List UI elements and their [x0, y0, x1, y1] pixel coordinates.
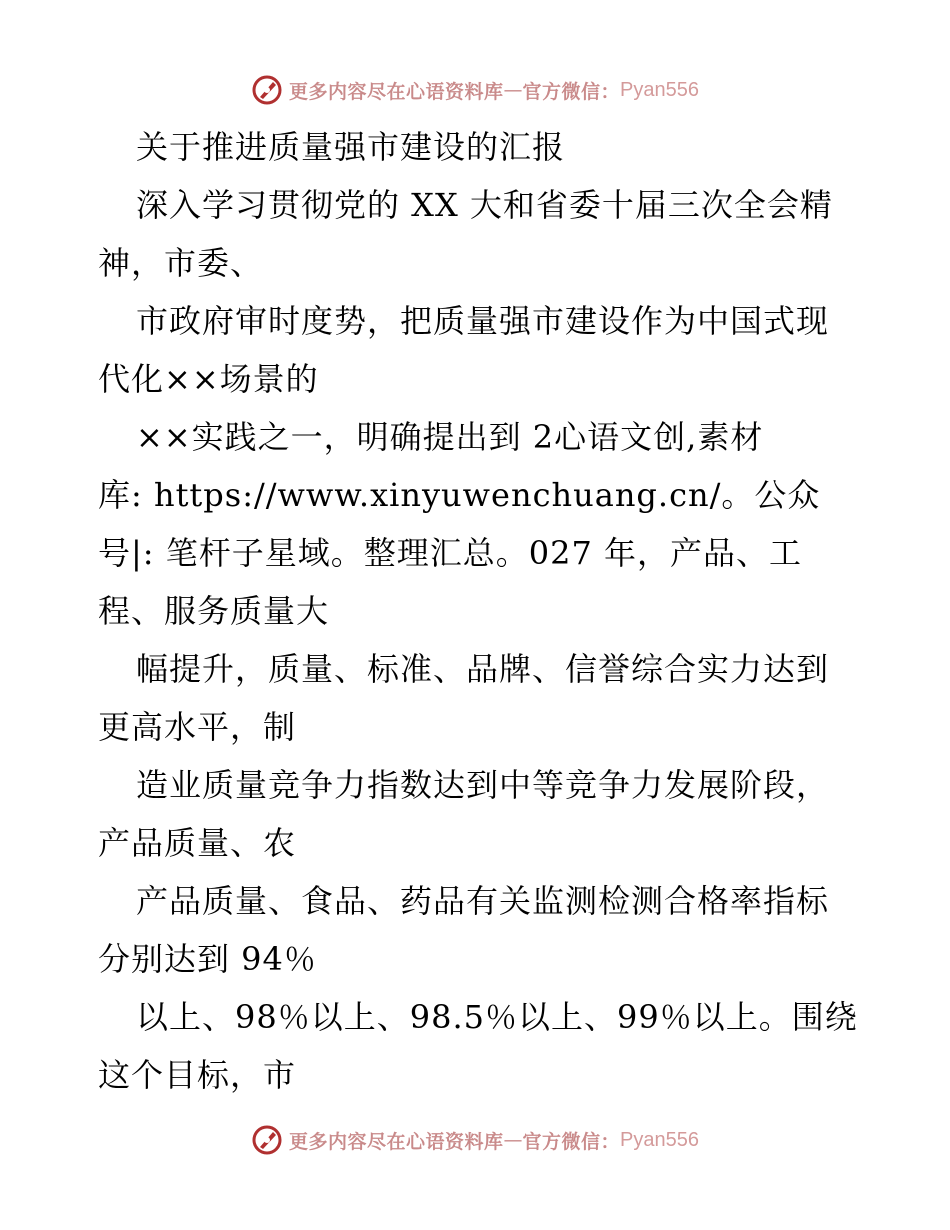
banner-wechat-id: Pyan556 — [620, 1128, 699, 1151]
text-line: 深入学习贯彻党的 XX 大和省委十届三次全会精 — [136, 186, 833, 224]
banner-label: 官方微信： — [522, 80, 621, 103]
text-line: 更高水平，制 — [98, 708, 297, 746]
text-line: 产品质量、食品、药品有关监测检测合格率指标 — [136, 882, 830, 920]
text-line: 产品质量、农 — [98, 824, 297, 862]
text-line: 神，市委、 — [98, 244, 264, 282]
text-line: 分别达到 94％ — [98, 940, 317, 978]
banner-separator: — — [503, 1129, 523, 1151]
text-line: 市政府审时度势，把质量强市建设作为中国式现 — [136, 302, 830, 340]
document-body — [98, 118, 858, 1104]
banner-text: 更多内容尽在心语资料库 — [289, 1130, 504, 1153]
text-line: ××实践之一，明确提出到 2心语文创,素材 — [136, 418, 764, 456]
text-line: 号|: 笔杆子星域。整理汇总。027 年，产品、工 — [98, 534, 802, 572]
text-line: 库: https://www.xinyuwenchuang.cn/。公众 — [98, 476, 821, 514]
text-line: 幅提升，质量、标准、品牌、信誉综合实力达到 — [136, 650, 830, 688]
banner-label: 官方微信： — [522, 1130, 621, 1153]
text-line: 以上、98％以上、98.5％以上、99％以上。围绕 — [136, 998, 858, 1036]
text-line: 代化××场景的 — [98, 360, 319, 398]
text-line: 这个目标，市 — [98, 1056, 297, 1094]
footer-watermark-banner — [0, 1120, 950, 1160]
document-title: 关于推进质量强市建设的汇报 — [136, 128, 566, 166]
banner-text: 更多内容尽在心语资料库 — [289, 80, 504, 103]
header-watermark-banner — [0, 70, 950, 110]
text-line: 造业质量竞争力指数达到中等竞争力发展阶段， — [136, 766, 830, 804]
banner-wechat-id: Pyan556 — [620, 78, 699, 101]
pen-logo-icon — [251, 74, 283, 106]
pen-logo-icon — [251, 1124, 283, 1156]
banner-separator: — — [503, 79, 523, 101]
text-line: 程、服务质量大 — [98, 592, 330, 630]
